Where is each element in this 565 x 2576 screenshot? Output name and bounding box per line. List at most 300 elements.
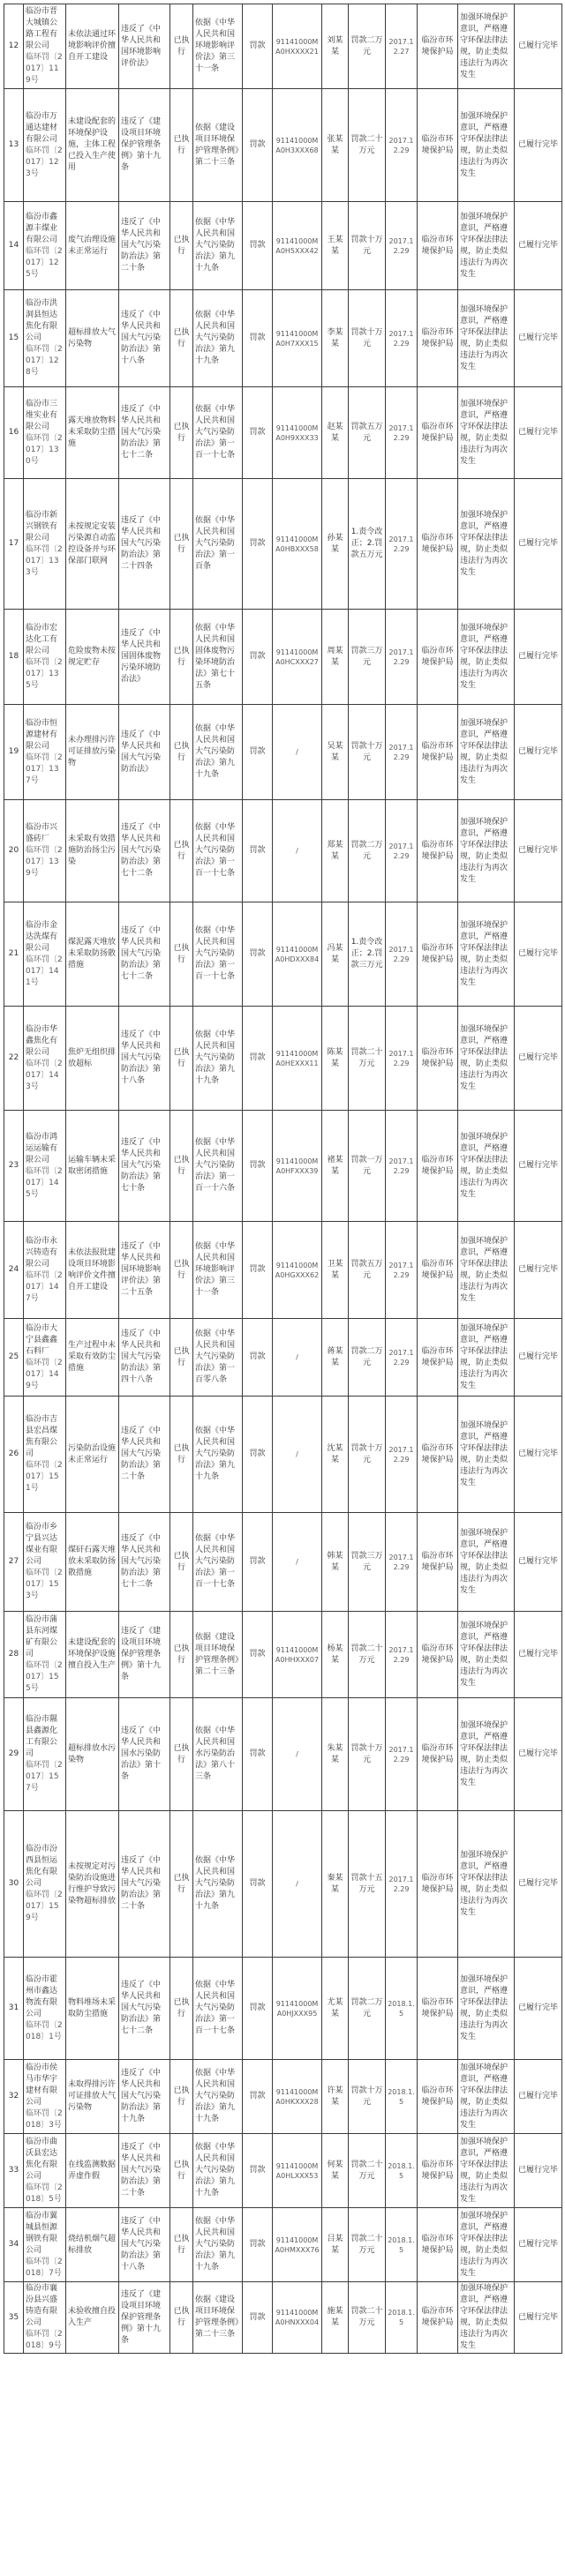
cell-type: 罚款 [243,1007,273,1111]
cell-company [24,290,66,387]
cell-status: 加强环境保护意识，严格遵守环保法律法规，防止类似违法行为再次发生 [458,800,515,902]
cell-violation: 违反了《中华人民共和国大气污染防治法》第十九条 [119,2060,170,2134]
company-name: 临汾市鑫源丰煤业有限公司 [26,212,58,244]
cell-stage: 已执行 [170,1612,193,1698]
cell-type: 罚款 [243,89,273,202]
cell-code: / [273,800,322,902]
cell-stage: 已执行 [170,1958,193,2060]
cell-status: 加强环境保护意识，严格遵守环保法律法规，防止类似违法行为再次发生 [458,2134,515,2208]
cell-content: 罚款一万元 [349,1111,386,1222]
cell-content: 罚款十万元 [349,1698,386,1811]
cell-person: 周某某 [322,610,349,705]
cell-status: 加强环境保护意识，严格遵守环保法律法规，防止类似违法行为再次发生 [458,290,515,387]
cell-company [24,4,66,89]
cell-person: 蒋某某 [322,1319,349,1397]
table-row [4,1319,562,1397]
cell-company [24,1007,66,1111]
case-number: 临环罚〔2017〕147号 [26,1270,63,1303]
table-row [4,1958,562,2060]
cell-type: 罚款 [243,1397,273,1513]
cell-status: 加强环境保护意识，严格遵守环保法律法规，防止类似违法行为再次发生 [458,1612,515,1698]
cell-status: 加强环境保护意识，严格遵守环保法律法规，防止类似违法行为再次发生 [458,202,515,290]
cell-stage: 已执行 [170,290,193,387]
cell-basis: 依据《中华人民共和国大气污染防治法》第一百一十七条 [193,902,243,1007]
cell-person: 张某某 [322,89,349,202]
cell-basis: 依据《中华人民共和国大气污染防治法》第九十九条 [193,202,243,290]
cell-code: 91141000MA0H3XXX68 [273,89,322,202]
table-row [4,290,562,387]
cell-fact: 危险废物未按规定贮存 [66,610,119,705]
cell-org: 临汾市环境保护局 [418,2060,458,2134]
cell-date: 2017.12.29 [386,705,418,800]
cell-remark: 已履行完毕 [515,89,562,202]
company-name: 临汾市鸿运运输有限公司 [26,1132,58,1164]
cell-org: 临汾市环境保护局 [418,1811,458,1958]
cell-content: 罚款十万元 [349,2060,386,2134]
cell-stage: 已执行 [170,1222,193,1319]
cell-no: 34 [4,2208,24,2282]
cell-basis: 依据《中华人民共和国水污染防治法》第八十三条 [193,1698,243,1811]
cell-no: 18 [4,610,24,705]
cell-violation: 违反了《中华人民共和国环境影响评价法》第二十五条 [119,1222,170,1319]
cell-fact: 未建设配套的环境保护设施，主体工程已投入生产使用 [66,89,119,202]
cell-status: 加强环境保护意识，严格遵守环保法律法规，防止类似违法行为再次发生 [458,1007,515,1111]
table-body [4,4,562,2354]
cell-remark: 已履行完毕 [515,479,562,610]
cell-fact: 未办理排污许可证排放污染物 [66,705,119,800]
cell-code: 91141000MA0HMXXX76 [273,2208,322,2282]
cell-date: 2018.1.5 [386,1958,418,2060]
cell-company [24,705,66,800]
cell-org: 临汾市环境保护局 [418,1698,458,1811]
case-number: 临环罚〔2017〕143号 [26,1059,63,1091]
cell-basis: 依据《中华人民共和国环境影响评价法》第三十一条 [193,4,243,89]
cell-no: 19 [4,705,24,800]
cell-content: 罚款五万元 [349,387,386,479]
case-number: 临环罚〔2018〕1号 [26,2020,63,2041]
cell-status: 加强环境保护意识，严格遵守环保法律法规，防止类似违法行为再次发生 [458,1222,515,1319]
cell-violation: 违反了《中华人民共和国水污染防治法》第十条 [119,1698,170,1811]
cell-stage: 已执行 [170,387,193,479]
cell-stage: 已执行 [170,202,193,290]
cell-remark: 已履行完毕 [515,1698,562,1811]
cell-person: 冯某某 [322,902,349,1007]
cell-type: 罚款 [243,2208,273,2282]
cell-stage: 已执行 [170,2208,193,2282]
cell-fact: 煤矸石露天堆放未采取防扬散措施 [66,1513,119,1612]
cell-no: 13 [4,89,24,202]
cell-company [24,1111,66,1222]
cell-violation: 违反了《中华人民共和国大气污染防治法》第二十四条 [119,479,170,610]
cell-type: 罚款 [243,1811,273,1958]
cell-date: 2017.12.29 [386,1698,418,1811]
cell-org: 临汾市环境保护局 [418,1007,458,1111]
cell-person: 许某某 [322,2060,349,2134]
cell-content: 罚款二万元 [349,800,386,902]
cell-code: 91141000MA0HDXXX84 [273,902,322,1007]
cell-basis: 依据《中华人民共和国大气污染防治法》第九十九条 [193,1811,243,1958]
cell-violation: 违反了《中华人民共和国大气污染防治法》第十八条 [119,290,170,387]
cell-person: 朱某某 [322,1698,349,1811]
cell-type: 罚款 [243,705,273,800]
cell-content: 罚款二十万元 [349,2208,386,2282]
cell-remark: 已履行完毕 [515,2282,562,2354]
cell-code: / [273,1513,322,1612]
cell-no: 12 [4,4,24,89]
cell-violation: 违反了《中华人民共和国大气污染防治法》 [119,705,170,800]
cell-status: 加强环境保护意识，严格遵守环保法律法规，防止类似违法行为再次发生 [458,1319,515,1397]
cell-org: 临汾市环境保护局 [418,2208,458,2282]
cell-content: 罚款二万元 [349,1319,386,1397]
cell-stage: 已执行 [170,1513,193,1612]
cell-violation: 违反了《中华人民共和国大气污染防治法》第二十条 [119,202,170,290]
cell-stage: 已执行 [170,902,193,1007]
case-number: 临环罚〔2018〕3号 [26,2108,63,2130]
cell-basis: 依据《建设项目环境保护管理条例》第二十三条 [193,2282,243,2354]
cell-violation: 违反了《中华人民共和国大气污染防治法》第七十二条 [119,387,170,479]
case-number: 临环罚〔2017〕139号 [26,846,63,878]
cell-stage: 已执行 [170,1698,193,1811]
cell-basis: 依据《中华人民共和国大气污染防治法》第一百一十六条 [193,1111,243,1222]
cell-stage: 已执行 [170,2282,193,2354]
cell-type: 罚款 [243,2060,273,2134]
case-number: 临环罚〔2017〕133号 [26,544,63,577]
table-row [4,479,562,610]
cell-basis: 依据《中华人民共和国大气污染防治法》第一百一十七条 [193,1513,243,1612]
cell-stage: 已执行 [170,4,193,89]
cell-stage: 已执行 [170,1397,193,1513]
cell-fact: 焦炉无组织排放超标 [66,1007,119,1111]
case-number: 临环罚〔2017〕128号 [26,345,63,377]
cell-code: 91141000MA0HLXXX53 [273,2134,322,2208]
cell-stage: 已执行 [170,2134,193,2208]
case-number: 临环罚〔2017〕130号 [26,433,63,466]
cell-person: 施某某 [322,2282,349,2354]
cell-stage: 已执行 [170,479,193,610]
cell-remark: 已履行完毕 [515,1111,562,1222]
cell-no: 17 [4,479,24,610]
cell-status: 加强环境保护意识，严格遵守环保法律法规，防止类似违法行为再次发生 [458,89,515,202]
cell-remark: 已履行完毕 [515,1222,562,1319]
cell-person: 沈某某 [322,1397,349,1513]
cell-content: 罚款十万元 [349,705,386,800]
cell-fact: 超标排放大气污染物 [66,290,119,387]
cell-remark: 已履行完毕 [515,1612,562,1698]
cell-no: 33 [4,2134,24,2208]
cell-stage: 已执行 [170,1111,193,1222]
company-name: 临汾市洪洞县恒达焦化有限公司 [26,299,58,342]
cell-type: 罚款 [243,290,273,387]
table-row [4,1222,562,1319]
company-name: 临汾市汾西县恒运焦化有限公司 [26,1845,58,1888]
cell-violation: 违反了《中华人民共和国大气污染防治法》第七十二条 [119,902,170,1007]
cell-basis: 依据《中华人民共和国大气污染防治法》第九十九条 [193,2060,243,2134]
cell-no: 35 [4,2282,24,2354]
table-row [4,1811,562,1958]
cell-content: 罚款二十万元 [349,1007,386,1111]
table-row [4,800,562,902]
cell-status: 加强环境保护意识，严格遵守环保法律法规，防止类似违法行为再次发生 [458,705,515,800]
cell-code: 91141000MA0HEXXX11 [273,1007,322,1111]
cell-date: 2017.12.29 [386,610,418,705]
cell-remark: 已履行完毕 [515,705,562,800]
company-name: 临汾市永兴铸造有限公司 [26,1236,58,1269]
cell-code: / [273,705,322,800]
cell-type: 罚款 [243,1111,273,1222]
cell-basis: 依据《中华人民共和国大气污染防治法》第九十九条 [193,2208,243,2282]
table-row [4,902,562,1007]
cell-fact: 未验收擅自投入生产 [66,2282,119,2354]
cell-date: 2017.12.29 [386,387,418,479]
cell-person: 吕某某 [322,2208,349,2282]
cell-company [24,1397,66,1513]
case-number: 临环罚〔2017〕159号 [26,1891,63,1922]
cell-status: 加强环境保护意识，严格遵守环保法律法规，防止类似违法行为再次发生 [458,902,515,1007]
cell-remark: 已履行完毕 [515,4,562,89]
cell-date: 2017.12.29 [386,1222,418,1319]
cell-remark: 已履行完毕 [515,2208,562,2282]
cell-person: 刘某某 [322,4,349,89]
cell-person: 郑某某 [322,800,349,902]
cell-status: 加强环境保护意识，严格遵守环保法律法规，防止类似违法行为再次发生 [458,2282,515,2354]
case-number: 临环罚〔2017〕119号 [26,53,63,85]
cell-type: 罚款 [243,387,273,479]
cell-code: / [273,1811,322,1958]
cell-type: 罚款 [243,202,273,290]
cell-org: 临汾市环境保护局 [418,1319,458,1397]
cell-no: 27 [4,1513,24,1612]
table-row [4,1397,562,1513]
cell-org: 临汾市环境保护局 [418,705,458,800]
cell-violation: 违反了《建设项目环境保护管理条例》第十九条 [119,1612,170,1698]
cell-company [24,2282,66,2354]
cell-stage: 已执行 [170,705,193,800]
cell-violation: 违反了《中华人民共和国大气污染防治法》第二十条 [119,2134,170,2208]
cell-org: 临汾市环境保护局 [418,290,458,387]
cell-content: 罚款十五万元 [349,1811,386,1958]
cell-org: 临汾市环境保护局 [418,610,458,705]
cell-person: 卫某某 [322,1222,349,1319]
cell-date: 2017.12.29 [386,1319,418,1397]
cell-remark: 已履行完毕 [515,610,562,705]
table-row [4,705,562,800]
cell-no: 22 [4,1007,24,1111]
cell-org: 临汾市环境保护局 [418,1958,458,2060]
cell-content: 罚款十万元 [349,202,386,290]
cell-violation: 违反了《中华人民共和国大气污染防治法》第七十条 [119,1111,170,1222]
company-name: 临汾市宏达化工有限公司 [26,623,58,655]
cell-type: 罚款 [243,800,273,902]
cell-date: 2017.12.29 [386,1007,418,1111]
cell-company [24,1222,66,1319]
company-name: 临汾市恒源建材有限公司 [26,718,58,751]
cell-basis: 依据《中华人民共和国大气污染防治法》第九十九条 [193,1007,243,1111]
cell-content: 罚款二十万元 [349,2282,386,2354]
cell-org: 临汾市环境保护局 [418,1513,458,1612]
cell-content: 罚款二十万元 [349,1612,386,1698]
company-name: 临汾市隰县鑫源化工有限公司 [26,1715,58,1758]
cell-status: 加强环境保护意识，严格遵守环保法律法规，防止类似违法行为再次发生 [458,1513,515,1612]
cell-content: 罚款三万元 [349,1513,386,1612]
case-number: 临环罚〔2018〕9号 [26,2330,63,2350]
case-number: 临环罚〔2017〕155号 [26,1661,63,1693]
cell-type: 罚款 [243,1222,273,1319]
cell-fact: 污染防治设施未正常运行 [66,1397,119,1513]
cell-violation: 违反了《中华人民共和国环境影响评价法》 [119,4,170,89]
cell-status: 加强环境保护意识，严格遵守环保法律法规，防止类似违法行为再次发生 [458,2060,515,2134]
cell-status: 加强环境保护意识，严格遵守环保法律法规，防止类似违法行为再次发生 [458,387,515,479]
cell-basis: 依据《中华人民共和国大气污染防治法》第一百一十七条 [193,387,243,479]
cell-violation: 违反了《建设项目环境保护管理条例》第十九条 [119,89,170,202]
cell-person: 褚某某 [322,1111,349,1222]
cell-status: 加强环境保护意识，严格遵守环保法律法规，防止类似违法行为再次发生 [458,4,515,89]
cell-fact: 超标排放水污染物 [66,1698,119,1811]
cell-fact: 未采取有效措施防治扬尘污染 [66,800,119,902]
cell-org: 临汾市环境保护局 [418,479,458,610]
company-name: 临汾市侯马市华宇建材有限公司 [26,2063,58,2107]
cell-remark: 已履行完毕 [515,1958,562,2060]
cell-type: 罚款 [243,2282,273,2354]
table-row [4,2282,562,2354]
cell-status: 加强环境保护意识，严格遵守环保法律法规，防止类似违法行为再次发生 [458,1397,515,1513]
cell-no: 21 [4,902,24,1007]
cell-company [24,2134,66,2208]
cell-person: 李某某 [322,290,349,387]
cell-fact: 废气治理设施未正常运行 [66,202,119,290]
cell-code: / [273,1698,322,1811]
cell-fact: 未取得排污许可证排放大气污染物 [66,2060,119,2134]
cell-status: 加强环境保护意识，严格遵守环保法律法规，防止类似违法行为再次发生 [458,2208,515,2282]
cell-basis: 依据《中华人民共和国大气污染防治法》第一百条 [193,479,243,610]
cell-fact: 运输车辆未采取密闭措施 [66,1111,119,1222]
cell-fact: 未按规定安装污染源自动监控设备并与环保部门联网 [66,479,119,610]
cell-company [24,1698,66,1811]
table-row [4,2208,562,2282]
cell-date: 2017.12.29 [386,902,418,1007]
cell-type: 罚款 [243,2134,273,2208]
cell-stage: 已执行 [170,2060,193,2134]
cell-remark: 已履行完毕 [515,800,562,902]
cell-date: 2017.12.29 [386,1612,418,1698]
cell-violation: 违反了《建设项目环境保护管理条例》第十九条 [119,2282,170,2354]
cell-no: 20 [4,800,24,902]
cell-type: 罚款 [243,1319,273,1397]
cell-stage: 已执行 [170,1811,193,1958]
table-row [4,1007,562,1111]
cell-no: 31 [4,1958,24,2060]
cell-violation: 违反了《中华人民共和国大气污染防治法》第十八条 [119,2208,170,2282]
cell-status: 加强环境保护意识，严格遵守环保法律法规，防止类似违法行为再次发生 [458,1811,515,1958]
case-number: 临环罚〔2017〕125号 [26,246,63,279]
cell-org: 临汾市环境保护局 [418,1111,458,1222]
table-row [4,2060,562,2134]
cell-status: 加强环境保护意识，严格遵守环保法律法规，防止类似违法行为再次发生 [458,1958,515,2060]
cell-remark: 已履行完毕 [515,202,562,290]
cell-fact: 未依法报批建设项目环境影响评价文件擅自开工建设 [66,1222,119,1319]
cell-remark: 已履行完毕 [515,1319,562,1397]
cell-code: 91141000MA0HHXXX07 [273,1612,322,1698]
cell-violation: 违反了《中华人民共和国大气污染防治法》第十八条 [119,1007,170,1111]
cell-content: 罚款二十万元 [349,2134,386,2208]
cell-fact: 露天堆放物料未采取防尘措施 [66,387,119,479]
cell-company [24,1958,66,2060]
company-name: 临汾市襄汾县兴盛铸造有限公司 [26,2284,58,2327]
cell-person: 孙某某 [322,479,349,610]
cell-company [24,1811,66,1958]
cell-content: 罚款二十万元 [349,89,386,202]
cell-content: 罚款三万元 [349,610,386,705]
cell-org: 临汾市环境保护局 [418,902,458,1007]
company-name: 临汾市吉县宏昌煤焦有限公司 [26,1415,58,1458]
case-number: 临环罚〔2018〕5号 [26,2183,63,2204]
cell-basis: 依据《中华人民共和国大气污染防治法》第九十九条 [193,705,243,800]
cell-no: 30 [4,1811,24,1958]
cell-remark: 已履行完毕 [515,902,562,1007]
cell-company [24,479,66,610]
cell-fact: 生产过程中未采取有效防尘措施 [66,1319,119,1397]
cell-no: 16 [4,387,24,479]
cell-org: 临汾市环境保护局 [418,2134,458,2208]
cell-fact: 烧结机烟气超标排放 [66,2208,119,2282]
cell-company [24,89,66,202]
company-name: 临汾市翼城县恒源钢铁有限公司 [26,2211,58,2255]
cell-status: 加强环境保护意识，严格遵守环保法律法规，防止类似违法行为再次发生 [458,610,515,705]
cell-basis: 依据《中华人民共和国固体废物污染环境防治法》第七十五条 [193,610,243,705]
cell-company [24,1513,66,1612]
cell-basis: 依据《建设项目环境保护管理条例》第二十三条 [193,1612,243,1698]
cell-basis: 依据《中华人民共和国环境影响评价法》第三十一条 [193,1222,243,1319]
cell-code: 91141000MA0H7XXX15 [273,290,322,387]
cell-org: 临汾市环境保护局 [418,2282,458,2354]
cell-org: 临汾市环境保护局 [418,800,458,902]
cell-content: 1.责令改正；2.罚款三万元 [349,902,386,1007]
cell-code: 91141000MA0HFXXX39 [273,1111,322,1222]
cell-content: 罚款二万元 [349,1958,386,2060]
company-name: 临汾市三维实业有限公司 [26,399,58,431]
cell-fact: 煤泥露天堆放未采取防扬散措施 [66,902,119,1007]
cell-org: 临汾市环境保护局 [418,1397,458,1513]
cell-violation: 违反了《中华人民共和国大气污染防治法》第二十条 [119,1811,170,1958]
cell-type: 罚款 [243,610,273,705]
cell-no: 24 [4,1222,24,1319]
company-name: 临汾市曲沃县宏达焦化有限公司 [26,2137,58,2181]
cell-code: 91141000MA0HBXXX58 [273,479,322,610]
cell-remark: 已履行完毕 [515,2060,562,2134]
cell-code: 91141000MA0HXXXX21 [273,4,322,89]
table-row [4,89,562,202]
case-number: 临环罚〔2017〕149号 [26,1358,63,1390]
cell-person: 陈某某 [322,1007,349,1111]
cell-stage: 已执行 [170,89,193,202]
cell-date: 2018.1.5 [386,2060,418,2134]
cell-company [24,902,66,1007]
table-row [4,1612,562,1698]
cell-person: 王某某 [322,202,349,290]
cell-person: 赵某某 [322,387,349,479]
cell-violation: 违反了《中华人民共和国大气污染防治法》第四十八条 [119,1319,170,1397]
cell-person: 韩某某 [322,1513,349,1612]
cell-fact: 在线监测数据弄虚作假 [66,2134,119,2208]
penalty-table [4,4,562,2354]
cell-type: 罚款 [243,1612,273,1698]
cell-code: 91141000MA0HJXXX95 [273,1958,322,2060]
case-number: 临环罚〔2017〕135号 [26,657,63,690]
cell-date: 2017.12.29 [386,1397,418,1513]
cell-content: 罚款二万元 [349,4,386,89]
cell-status: 加强环境保护意识，严格遵守环保法律法规，防止类似违法行为再次发生 [458,1111,515,1222]
cell-remark: 已履行完毕 [515,387,562,479]
table-row [4,1513,562,1612]
